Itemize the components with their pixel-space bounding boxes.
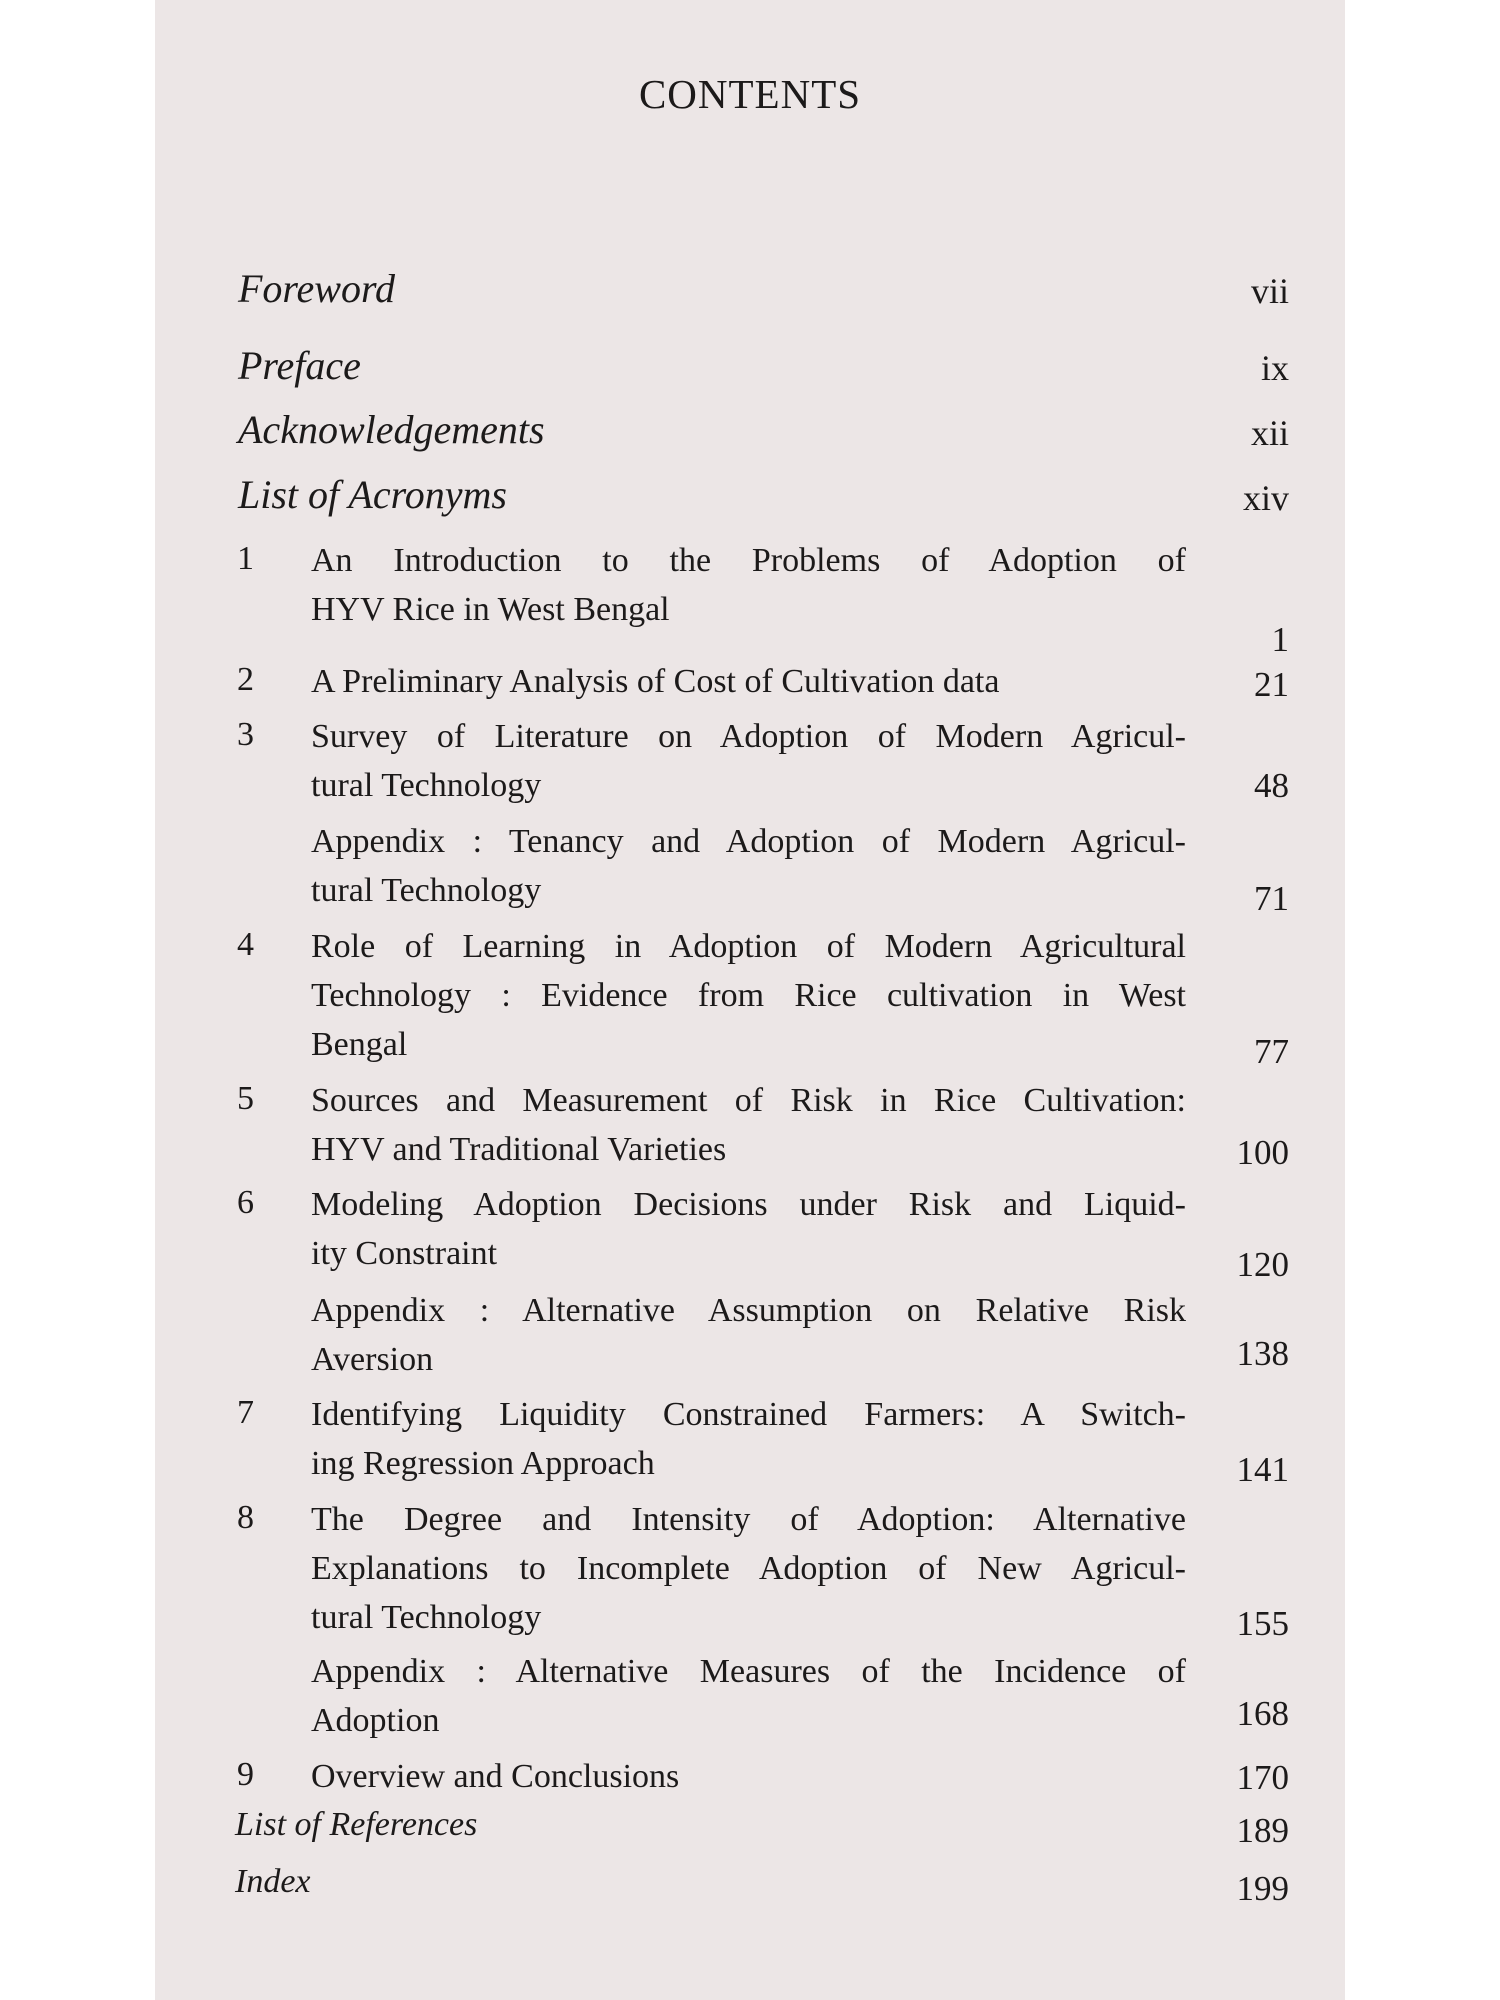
toc-appendix-title [311, 1286, 1186, 1384]
toc-chapter-number: 8 [237, 1499, 254, 1536]
toc-page-number: 168 [1236, 1694, 1289, 1733]
toc-chapter-number: 7 [237, 1394, 254, 1431]
toc-page-number: 100 [1236, 1133, 1289, 1172]
toc-page-number: 199 [1236, 1869, 1289, 1908]
toc-title-line: Adoption [311, 1702, 440, 1739]
toc-chapter-number: 5 [237, 1080, 254, 1117]
toc-frontmatter-page: vii [1250, 271, 1289, 311]
toc-appendix-title [311, 1647, 1186, 1745]
toc-frontmatter-page: xii [1250, 413, 1289, 453]
toc-chapter-number: 4 [237, 926, 254, 963]
toc-frontmatter-page: ix [1260, 348, 1289, 388]
toc-chapter-title [311, 536, 1186, 634]
toc-page-number: 77 [1254, 1032, 1289, 1071]
toc-title-line: Role of Learning in Adoption of Modern Agricultural [311, 928, 1186, 965]
toc-chapter-title [311, 922, 1186, 1069]
toc-page-number: 21 [1254, 665, 1289, 704]
toc-title-line: Overview and Conclusions [311, 1758, 680, 1795]
toc-page-number: 71 [1254, 879, 1289, 918]
toc-chapter-number: 1 [237, 540, 254, 577]
toc-title-line: Sources and Measurement of Risk in Rice Cultivation: [311, 1082, 1186, 1119]
toc-title-line: A Preliminary Analysis of Cost of Cultivation data [311, 663, 1000, 700]
toc-title-line: Appendix : Tenancy and Adoption of Modern Agricul- [311, 823, 1186, 860]
toc-title-line: Technology : Evidence from Rice cultivation in West [311, 977, 1186, 1014]
toc-page-number: 120 [1236, 1245, 1289, 1284]
toc-page-number: 138 [1236, 1334, 1289, 1373]
toc-page-number: 189 [1236, 1811, 1289, 1850]
toc-frontmatter-title: Foreword [238, 266, 396, 311]
toc-chapter-title [311, 712, 1186, 810]
toc-frontmatter-title: Acknowledgements [238, 407, 545, 452]
toc-chapter-title [311, 657, 1186, 706]
book-page [155, 0, 1345, 2000]
toc-backmatter-title: List of References [235, 1806, 478, 1843]
toc-title-line: Appendix : Alternative Assumption on Relative Risk [311, 1292, 1186, 1329]
toc-title-line: Survey of Literature on Adoption of Modern Agricul- [311, 718, 1186, 755]
toc-title-line: tural Technology [311, 767, 542, 804]
toc-chapter-title [311, 1076, 1186, 1174]
toc-title-line: Identifying Liquidity Constrained Farmers: A Switch- [311, 1396, 1186, 1433]
toc-title-line: tural Technology [311, 872, 542, 909]
toc-title-line: HYV Rice in West Bengal [311, 591, 670, 628]
toc-title-line: Bengal [311, 1026, 408, 1063]
toc-content [155, 0, 1345, 2000]
toc-page-number: 48 [1254, 766, 1289, 805]
toc-chapter-title [311, 1495, 1186, 1642]
toc-chapter-number: 3 [237, 716, 254, 753]
toc-title-line: ing Regression Approach [311, 1445, 655, 1482]
toc-title-line: Aversion [311, 1341, 434, 1378]
toc-page-number: 141 [1236, 1450, 1289, 1489]
toc-title-line: An Introduction to the Problems of Adoption of [311, 542, 1186, 579]
toc-chapter-title [311, 1390, 1186, 1488]
toc-chapter-number: 2 [237, 661, 254, 698]
toc-title-line: HYV and Traditional Varieties [311, 1131, 727, 1168]
page-title: CONTENTS [638, 71, 862, 117]
toc-appendix-title [311, 817, 1186, 915]
toc-chapter-number: 6 [237, 1184, 254, 1221]
toc-title-line: ity Constraint [311, 1235, 498, 1272]
toc-page-number: 170 [1236, 1758, 1289, 1797]
toc-chapter-title [311, 1180, 1186, 1278]
toc-title-line: Appendix : Alternative Measures of the Incidence of [311, 1653, 1186, 1690]
toc-page-number: 155 [1236, 1604, 1289, 1643]
toc-title-line: Modeling Adoption Decisions under Risk and Liquid- [311, 1186, 1186, 1223]
toc-title-line: tural Technology [311, 1599, 542, 1636]
toc-page-number: 1 [1271, 620, 1289, 659]
toc-title-line: Explanations to Incomplete Adoption of New Agricul- [311, 1550, 1186, 1587]
toc-title-line: The Degree and Intensity of Adoption: Alternative [311, 1501, 1186, 1538]
toc-frontmatter-title: List of Acronyms [238, 472, 507, 517]
toc-frontmatter-page: xiv [1242, 478, 1289, 518]
toc-chapter-title [311, 1752, 1186, 1801]
toc-chapter-number: 9 [237, 1756, 254, 1793]
toc-backmatter-title: Index [235, 1863, 311, 1900]
toc-frontmatter-title: Preface [238, 343, 361, 388]
